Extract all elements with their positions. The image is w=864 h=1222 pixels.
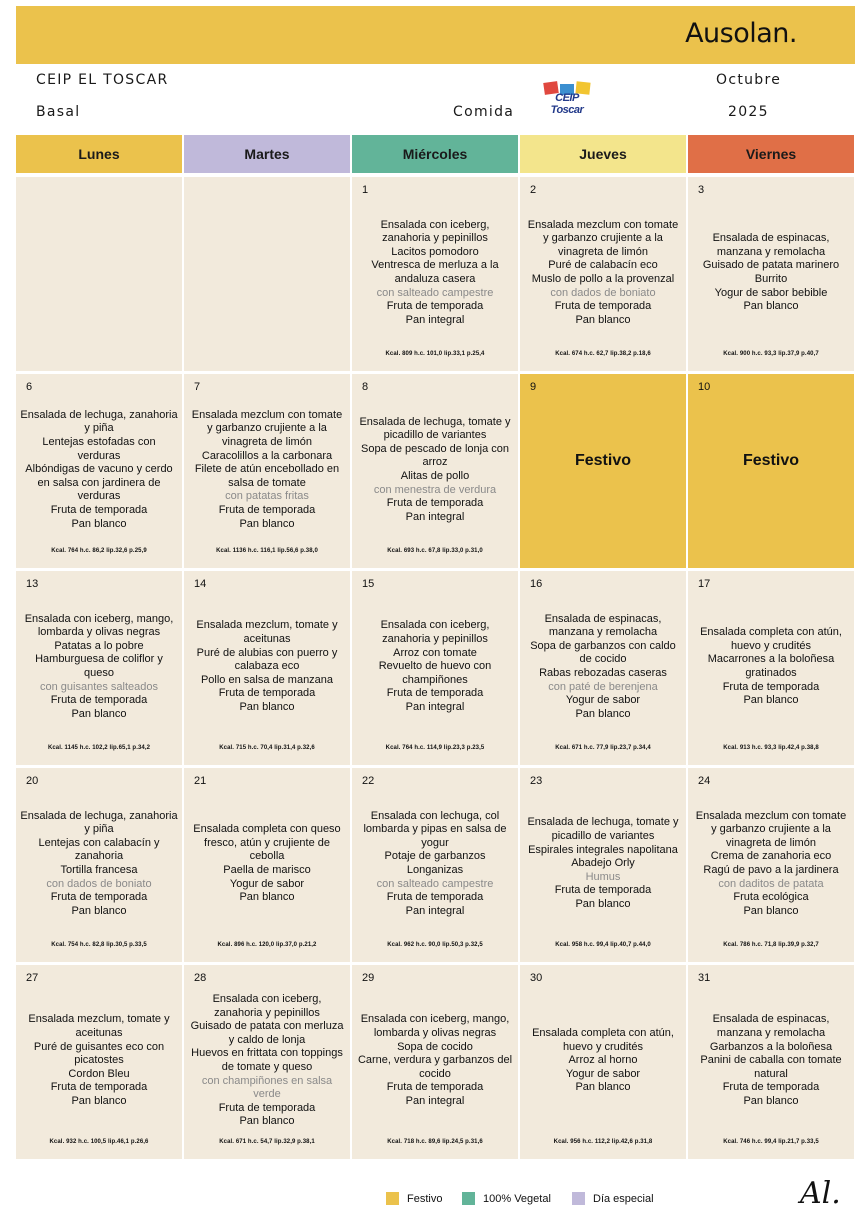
menu-item: Burrito xyxy=(754,273,788,285)
day-number: 10 xyxy=(698,381,711,393)
menu-item: Pan blanco xyxy=(71,904,127,917)
menu-side-dish: Humus xyxy=(585,870,621,883)
legend-item xyxy=(386,1192,442,1205)
menu-list xyxy=(188,993,346,1129)
menu-item: Pan blanco xyxy=(575,897,631,910)
menu-item: Ensalada de espinacas, manzana y remolacha xyxy=(712,1013,830,1040)
menu-side-dish: con dados de boniato xyxy=(550,286,656,299)
menu-side-dish: con guisantes salteados xyxy=(39,680,159,693)
menu-item: Pan blanco xyxy=(743,694,799,707)
menu-item: Ensalada de lechuga, zanahoria y piña xyxy=(20,408,178,435)
menu-item: Fruta de temporada xyxy=(218,1101,316,1114)
menu-item: Sopa de cocido xyxy=(397,1040,473,1053)
day-cell xyxy=(688,571,854,765)
menu-item: Lentejas con calabacín y zanahoria xyxy=(38,836,160,863)
day-cell xyxy=(520,768,686,962)
day-cell xyxy=(688,965,854,1159)
menu-item: Longanizas xyxy=(406,864,464,876)
menu-list xyxy=(20,796,178,932)
nutrition-info: Kcal. 671 h.c. 77,9 lip.23,7 p.34,4 xyxy=(555,745,651,751)
day-number: 24 xyxy=(698,775,711,787)
diet-type: Basal xyxy=(36,104,81,120)
menu-item: Filete de atún encebollado en salsa de tomate xyxy=(194,463,340,489)
menu-side-dish: con salteado campestre xyxy=(376,877,494,890)
day-number: 15 xyxy=(362,578,375,590)
menu-item: Pan integral xyxy=(405,700,465,713)
day-header-2: Miércoles xyxy=(352,135,518,173)
menu-item: Garbanzos a la boloñesa xyxy=(709,1040,833,1053)
day-header-3: Jueves xyxy=(520,135,686,173)
menu-item: Pan blanco xyxy=(239,700,295,713)
day-cell xyxy=(352,768,518,962)
day-number: 1 xyxy=(362,184,369,196)
menu-item: Ragú de pavo a la jardinera xyxy=(703,864,839,876)
menu-list xyxy=(356,599,514,735)
legend-label: Festivo xyxy=(407,1192,443,1205)
day-header-0: Lunes xyxy=(16,135,182,173)
menu-side-dish: con champiñones en salsa verde xyxy=(201,1074,333,1101)
day-cell xyxy=(16,571,182,765)
menu-item: Guisado de patata marinero xyxy=(702,259,840,272)
menu-item: Lacitos pomodoro xyxy=(391,245,479,258)
menu-item: Pan blanco xyxy=(71,1094,127,1107)
menu-item: Fruta de temporada xyxy=(50,1081,148,1094)
menu-item: Crema de zanahoria eco xyxy=(710,850,832,863)
day-header-4: Viernes xyxy=(688,135,854,173)
year-label: 2025 xyxy=(728,104,769,120)
menu-item: Fruta de temporada xyxy=(386,891,484,904)
menu-item: Panini de caballa con tomate natural xyxy=(700,1054,842,1080)
day-cell xyxy=(352,177,518,371)
menu-item: Pan integral xyxy=(405,510,465,523)
day-number: 21 xyxy=(194,775,207,787)
holiday-label: Festivo xyxy=(742,452,799,469)
menu-item: Arroz al horno xyxy=(568,1054,638,1067)
day-number: 13 xyxy=(26,578,39,590)
menu-list xyxy=(188,796,346,932)
menu-list xyxy=(524,205,682,341)
menu-item: Rabas rebozadas caseras xyxy=(539,667,667,679)
nutrition-info: Kcal. 746 h.c. 99,4 lip.21,7 p.33,5 xyxy=(723,1139,819,1145)
menu-item: Muslo de pollo a la provenzal xyxy=(531,273,675,285)
menu-item: Fruta de temporada xyxy=(218,687,316,700)
menu-item: Abadejo Orly xyxy=(571,857,635,870)
menu-list xyxy=(20,402,178,538)
nutrition-info: Kcal. 674 h.c. 62,7 lip.38,2 p.18,6 xyxy=(555,351,651,357)
nutrition-info: Kcal. 693 h.c. 67,8 lip.33,0 p.31,0 xyxy=(387,548,483,554)
menu-item: Yogur de sabor bebible xyxy=(714,286,828,299)
nutrition-info: Kcal. 715 h.c. 70,4 lip.31,4 p.32,6 xyxy=(219,745,315,751)
holiday-label: Festivo xyxy=(574,452,631,469)
menu-item: Alitas de pollo xyxy=(400,470,470,482)
menu-side-dish: con daditos de patata xyxy=(718,877,824,890)
day-cell xyxy=(520,571,686,765)
menu-item: Lentejas estofadas con verduras xyxy=(42,436,156,462)
legend-swatch xyxy=(462,1192,475,1205)
menu-item: Ensalada con iceberg, zanahoria y pepinillos xyxy=(212,993,322,1019)
day-cell xyxy=(352,374,518,568)
menu-item: Fruta de temporada xyxy=(386,1081,484,1094)
nutrition-info: Kcal. 671 h.c. 54,7 lip.32,9 p.38,1 xyxy=(219,1139,315,1145)
menu-item: Fruta de temporada xyxy=(386,687,484,700)
day-cell xyxy=(16,374,182,568)
school-logo-text: CEIP Toscar xyxy=(550,92,584,116)
legend-swatch xyxy=(386,1192,399,1205)
day-number: 2 xyxy=(530,184,537,196)
menu-item: Huevos en frittata con toppings de tomate y queso xyxy=(191,1047,343,1073)
menu-item: Pan integral xyxy=(405,313,465,326)
menu-item: Pan blanco xyxy=(71,707,127,720)
menu-item: Sopa de pescado de lonja con arroz xyxy=(360,442,509,469)
nutrition-info: Kcal. 958 h.c. 99,4 lip.40,7 p.44,0 xyxy=(555,942,651,948)
day-number: 27 xyxy=(26,972,39,984)
nutrition-info: Kcal. 1145 h.c. 102,2 lip.65,1 p.34,2 xyxy=(47,745,151,751)
menu-item: Caracolillos a la carbonara xyxy=(201,449,333,462)
menu-side-dish: con menestra de verdura xyxy=(373,483,497,496)
menu-side-dish: con dados de boniato xyxy=(46,877,152,890)
day-number: 22 xyxy=(362,775,375,787)
nutrition-info: Kcal. 913 h.c. 93,3 lip.42,4 p.38,8 xyxy=(723,745,819,751)
nutrition-info: Kcal. 956 h.c. 112,2 lip.42,6 p.31,8 xyxy=(553,1139,653,1145)
menu-item: Ventresca de merluza a la andaluza casera xyxy=(371,259,499,285)
menu-item: Yogur de sabor xyxy=(229,877,305,890)
menu-item: Ensalada mezclum con tomate y garbanzo crujiente a la vinagreta de limón xyxy=(191,408,343,449)
day-cell xyxy=(520,177,686,371)
menu-side-dish: con salteado campestre xyxy=(376,286,494,299)
day-number: 20 xyxy=(26,775,39,787)
menu-item: Pan blanco xyxy=(239,1115,295,1128)
menu-item: Pan blanco xyxy=(71,517,127,530)
menu-item: Fruta de temporada xyxy=(50,891,148,904)
day-number: 31 xyxy=(698,972,711,984)
menu-item: Cordon Bleu xyxy=(68,1067,130,1080)
menu-item: Ensalada de lechuga, zanahoria y piña xyxy=(20,809,178,836)
menu-item: Ensalada completa con atún, huevo y crudités xyxy=(532,1027,674,1053)
menu-item: Arroz con tomate xyxy=(393,646,477,659)
menu-item: Guisado de patata con merluza y caldo de lonja xyxy=(190,1020,344,1046)
menu-item: Ensalada con iceberg, mango, lombarda y olivas negras xyxy=(24,612,174,639)
menu-list xyxy=(20,599,178,735)
menu-list xyxy=(524,796,682,932)
legend-label: 100% Vegetal xyxy=(483,1192,551,1205)
menu-item: Fruta de temporada xyxy=(386,300,484,313)
day-number: 23 xyxy=(530,775,543,787)
menu-item: Revuelto de huevo con champiñones xyxy=(378,660,492,686)
menu-list xyxy=(692,205,850,341)
menu-item: Pan blanco xyxy=(239,891,295,904)
menu-item: Pan blanco xyxy=(743,904,799,917)
menu-item: Fruta de temporada xyxy=(386,497,484,510)
menu-item: Fruta de temporada xyxy=(50,694,148,707)
menu-item: Ensalada de espinacas, manzana y remolacha xyxy=(544,612,662,639)
menu-item: Macarrones a la boloñesa gratinados xyxy=(707,653,835,679)
menu-list xyxy=(20,993,178,1129)
menu-item: Pan integral xyxy=(405,1094,465,1107)
menu-item: Fruta de temporada xyxy=(722,1081,820,1094)
school-name: CEIP EL TOSCAR xyxy=(36,72,169,88)
day-number: 6 xyxy=(26,381,33,393)
legend-swatch xyxy=(572,1192,585,1205)
menu-item: Ensalada mezclum con tomate y garbanzo crujiente a la vinagreta de limón xyxy=(527,218,679,258)
menu-item: Pollo en salsa de manzana xyxy=(200,673,334,686)
menu-list xyxy=(356,402,514,538)
menu-item: Pan blanco xyxy=(575,313,631,326)
menu-item: Paella de marisco xyxy=(223,864,311,876)
empty-cell xyxy=(16,177,182,371)
day-cell xyxy=(520,965,686,1159)
menu-list xyxy=(188,599,346,735)
day-number: 9 xyxy=(530,381,537,393)
nutrition-info: Kcal. 786 h.c. 71,8 lip.39,9 p.32,7 xyxy=(723,942,819,948)
menu-item: Fruta de temporada xyxy=(554,300,652,313)
day-cell xyxy=(688,177,854,371)
menu-item: Ensalada mezclum, tomate y aceitunas xyxy=(196,619,338,646)
day-number: 8 xyxy=(362,381,369,393)
menu-item: Hamburguesa de coliflor y queso xyxy=(35,653,163,679)
menu-item: Ensalada con iceberg, mango, lombarda y olivas negras xyxy=(360,1013,510,1040)
day-header-1: Martes xyxy=(184,135,350,173)
menu-item: Ensalada con iceberg, zanahoria y pepinillos xyxy=(380,218,490,245)
menu-item: Pan integral xyxy=(405,904,465,917)
day-cell xyxy=(16,965,182,1159)
holiday-cell xyxy=(520,374,686,568)
menu-item: Potaje de garbanzos xyxy=(384,850,486,863)
day-cell xyxy=(352,965,518,1159)
menu-item: Pan blanco xyxy=(743,300,799,313)
menu-item: Fruta de temporada xyxy=(50,503,148,516)
school-logo xyxy=(538,82,596,116)
nutrition-info: Kcal. 764 h.c. 114,9 lip.23,3 p.23,5 xyxy=(385,745,485,751)
menu-item: Ensalada con iceberg, zanahoria y pepinillos xyxy=(380,619,490,646)
brand-logo: Ausolan. xyxy=(685,18,797,49)
nutrition-info: Kcal. 900 h.c. 93,3 lip.37,9 p.40,7 xyxy=(723,351,819,357)
day-number: 30 xyxy=(530,972,543,984)
menu-item: Pan blanco xyxy=(239,517,295,530)
menu-list xyxy=(356,796,514,932)
menu-item: Patatas a lo pobre xyxy=(54,639,144,652)
menu-item: Pan blanco xyxy=(743,1094,799,1107)
menu-list xyxy=(356,993,514,1129)
menu-item: Yogur de sabor xyxy=(565,694,641,707)
top-banner xyxy=(16,6,855,64)
nutrition-info: Kcal. 932 h.c. 100,5 lip.46,1 p.26,6 xyxy=(49,1139,149,1145)
legend-label: Día especial xyxy=(593,1192,654,1205)
menu-item: Carne, verdura y garbanzos del cocido xyxy=(357,1054,513,1080)
menu-item: Albóndigas de vacuno y cerdo en salsa con jardinera de verduras xyxy=(25,463,173,503)
signature-mark: Al. xyxy=(800,1176,841,1211)
menu-side-dish: con patatas fritas xyxy=(225,490,309,503)
menu-item: Puré de alubias con puerro y calabaza eco xyxy=(196,646,338,673)
day-cell xyxy=(184,965,350,1159)
menu-item: Yogur de sabor xyxy=(565,1067,641,1080)
menu-list xyxy=(524,599,682,735)
legend-item xyxy=(462,1192,551,1205)
menu-item: Ensalada de lechuga, tomate y picadillo de variantes xyxy=(359,415,511,442)
menu-item: Ensalada mezclum con tomate y garbanzo crujiente a la vinagreta de limón xyxy=(695,809,847,849)
nutrition-info: Kcal. 754 h.c. 82,8 lip.30,5 p.33,5 xyxy=(51,942,147,948)
day-number: 29 xyxy=(362,972,375,984)
day-cell xyxy=(352,571,518,765)
nutrition-info: Kcal. 809 h.c. 101,0 lip.33,1 p.25,4 xyxy=(385,351,485,357)
menu-item: Fruta de temporada xyxy=(722,680,820,693)
menu-item: Puré de guisantes eco con picatostes xyxy=(33,1040,165,1067)
menu-list xyxy=(692,599,850,735)
menu-item: Ensalada con lechuga, col lombarda y pipas en salsa de yogur xyxy=(363,809,507,849)
day-cell xyxy=(184,374,350,568)
nutrition-info: Kcal. 962 h.c. 90,0 lip.50,3 p.32,5 xyxy=(387,942,483,948)
day-number: 3 xyxy=(698,184,705,196)
day-cell xyxy=(184,768,350,962)
menu-list xyxy=(524,993,682,1129)
menu-item: Fruta de temporada xyxy=(218,503,316,516)
legend-item xyxy=(572,1192,654,1205)
day-number: 14 xyxy=(194,578,207,590)
menu-item: Ensalada de espinacas, manzana y remolacha xyxy=(712,232,830,258)
day-cell xyxy=(184,571,350,765)
menu-item: Fruta de temporada xyxy=(554,884,652,897)
day-cell xyxy=(688,768,854,962)
menu-item: Ensalada de lechuga, tomate y picadillo de variantes xyxy=(527,816,679,843)
meal-type: Comida xyxy=(453,104,515,120)
menu-list xyxy=(692,993,850,1129)
holiday-cell xyxy=(688,374,854,568)
menu-list xyxy=(188,402,346,538)
menu-item: Pan blanco xyxy=(575,707,631,720)
menu-item: Ensalada completa con queso fresco, atún y crujiente de cebolla xyxy=(193,823,341,863)
nutrition-info: Kcal. 764 h.c. 86,2 lip.32,6 p.25,9 xyxy=(51,548,147,554)
nutrition-info: Kcal. 896 h.c. 120,0 lip.37,0 p.21,2 xyxy=(217,942,317,948)
nutrition-info: Kcal. 718 h.c. 89,6 lip.24,5 p.31,6 xyxy=(387,1139,483,1145)
menu-item: Espirales integrales napolitana xyxy=(528,843,678,856)
month-label: Octubre xyxy=(716,72,782,88)
menu-list xyxy=(356,205,514,341)
menu-item: Pan blanco xyxy=(575,1081,631,1094)
menu-item: Sopa de garbanzos con caldo de cocido xyxy=(530,639,676,666)
day-number: 28 xyxy=(194,972,207,984)
menu-item: Ensalada completa con atún, huevo y crudités xyxy=(700,626,842,652)
day-cell xyxy=(16,768,182,962)
empty-cell xyxy=(184,177,350,371)
day-number: 7 xyxy=(194,381,201,393)
nutrition-info: Kcal. 1136 h.c. 116,1 lip.56,6 p.38,0 xyxy=(216,548,318,554)
day-number: 17 xyxy=(698,578,711,590)
menu-item: Puré de calabacín eco xyxy=(548,259,658,272)
menu-side-dish: con paté de berenjena xyxy=(548,680,658,693)
menu-item: Fruta ecológica xyxy=(733,891,809,904)
menu-item: Tortilla francesa xyxy=(60,864,138,876)
menu-item: Ensalada mezclum, tomate y aceitunas xyxy=(28,1013,170,1040)
day-number: 16 xyxy=(530,578,543,590)
menu-list xyxy=(692,796,850,932)
